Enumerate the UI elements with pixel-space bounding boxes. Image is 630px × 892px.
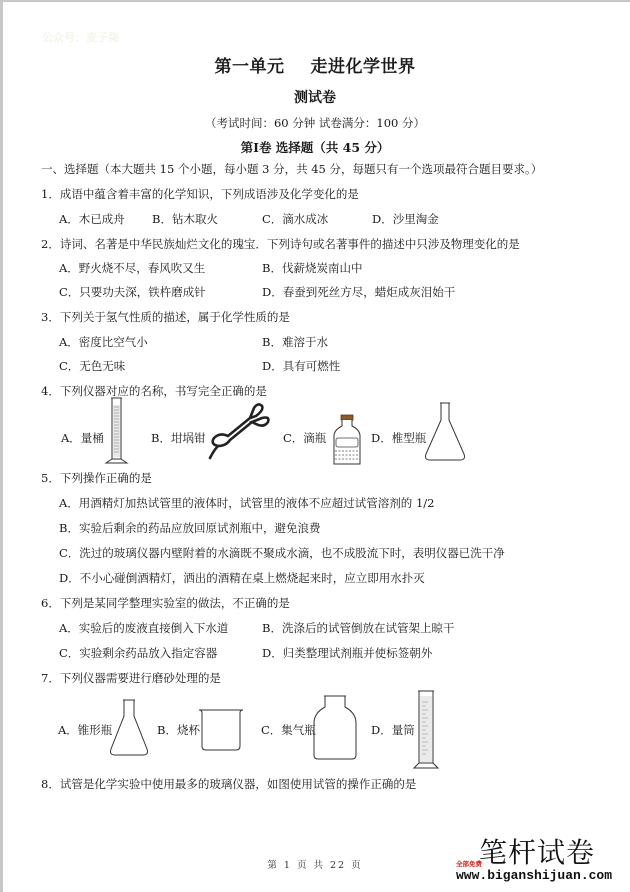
q6-option-b: B．洗涤后的试管倒放在试管架上晾干 (262, 621, 455, 635)
q7-option-d: D．量筒 (371, 723, 415, 737)
q1-option-c: C．滴水成冰 (262, 212, 329, 226)
q1-option-d: D．沙里淘金 (372, 212, 439, 226)
q1-option-b: B．钻木取火 (152, 212, 218, 226)
q4-option-b: B．坩埚钳 (151, 431, 206, 445)
q4-option-c: C．滴瓶 (283, 431, 327, 445)
conical-flask-icon (108, 699, 150, 757)
question-3-stem: 3．下列关于氢气性质的描述，属于化学性质的是 (41, 310, 290, 324)
brand-name: 笔杆试卷 (479, 836, 596, 869)
gas-jar-icon (312, 695, 358, 761)
question-2-stem: 2．诗词、名著是中华民族灿烂文化的瑰宝．下列诗句或名著事件的描述中只涉及物理变化的是 (41, 237, 520, 251)
page-title (0, 52, 630, 77)
q5-option-c: C．洗过的玻璃仪器内壁附着的水滴既不聚成水滴，也不成股流下时，表明仪器已洗干净 (59, 546, 505, 560)
page-number: 第 1 页 共 22 页 (267, 860, 363, 871)
q2-option-c: C．只要功夫深，铁杵磨成针 (59, 285, 206, 299)
page-border-top (0, 0, 630, 2)
q5-option-d: D．不小心碰倒酒精灯，洒出的酒精在桌上燃烧起来时，应立即用水扑灭 (59, 571, 425, 585)
brand-url-link[interactable]: www.biganshijuan.com (456, 868, 613, 883)
q2-option-a: A．野火烧不尽，春风吹又生 (59, 261, 206, 275)
q3-option-b: B．难溶于水 (262, 335, 328, 349)
q6-option-d: D．归类整理试剂瓶并使标签朝外 (262, 646, 433, 660)
graduated-cylinder-icon (412, 690, 440, 770)
q4-option-d: D．椎型瓶 (371, 431, 427, 445)
q5-option-a: A．用酒精灯加热试管里的液体时，试管里的液体不应超过试管溶剂的 1/2 (59, 496, 435, 510)
q2-option-d: D．春蚕到死丝方尽，蜡炬成灰泪始干 (262, 285, 456, 299)
q7-option-a: A．锥形瓶 (58, 723, 113, 737)
question-4-stem: 4．下列仪器对应的名称，书写完全正确的是 (41, 384, 267, 398)
q3-option-c: C．无色无味 (59, 359, 126, 373)
question-6-stem: 6．下列是某同学整理实验室的做法，不正确的是 (41, 596, 290, 610)
dropper-bottle-icon (332, 414, 362, 466)
q3-option-a: A．密度比空气小 (59, 335, 148, 349)
section-title: 第Ⅰ卷 选择题（共 45 分） (240, 140, 390, 155)
q1-option-a: A．木已成舟 (59, 212, 125, 226)
question-1-stem: 1．成语中蕴含着丰富的化学知识，下列成语涉及化学变化的是 (41, 187, 359, 201)
watermark: 公众号：麦子柒 (42, 31, 119, 44)
q3-option-d: D．具有可燃性 (262, 359, 341, 373)
q7-option-c: C．集气瓶 (261, 723, 316, 737)
q4-option-a: A．量桶 (61, 431, 104, 445)
q2-option-b: B．伐薪烧炭南山中 (262, 261, 363, 275)
q7-option-b: B．烧杯 (157, 723, 200, 737)
brand-free-label: 全部免费 (456, 860, 482, 868)
exam-info: （考试时间：60 分钟 试卷满分：100 分） (204, 116, 426, 130)
q6-option-a: A．实验后的废液直接倒入下水道 (59, 621, 229, 635)
page-border-left (0, 0, 3, 892)
conical-flask-icon (423, 402, 467, 462)
beaker-icon (198, 708, 244, 752)
q5-option-b: B．实验后剩余的药品应放回原试剂瓶中，避免浪费 (59, 521, 321, 535)
q6-option-c: C．实验剩余药品放入指定容器 (59, 646, 218, 660)
title-topic: 走进化学世界 (310, 57, 416, 77)
graduated-cylinder-icon (104, 397, 128, 465)
instructions: 一、选择题（本大题共 15 个小题，每小题 3 分，共 45 分，每题只有一个选项最符合题目要求。） (41, 162, 543, 176)
page-subtitle: 测试卷 (294, 90, 336, 106)
title-unit: 第一单元 (214, 57, 285, 77)
question-5-stem: 5．下列操作正确的是 (41, 471, 152, 485)
question-8-stem: 8．试管是化学实验中使用最多的玻璃仪器，如图使用试管的操作正确的是 (41, 777, 417, 791)
question-7-stem: 7．下列仪器需要进行磨砂处理的是 (41, 671, 221, 685)
crucible-tongs-icon (204, 400, 272, 462)
